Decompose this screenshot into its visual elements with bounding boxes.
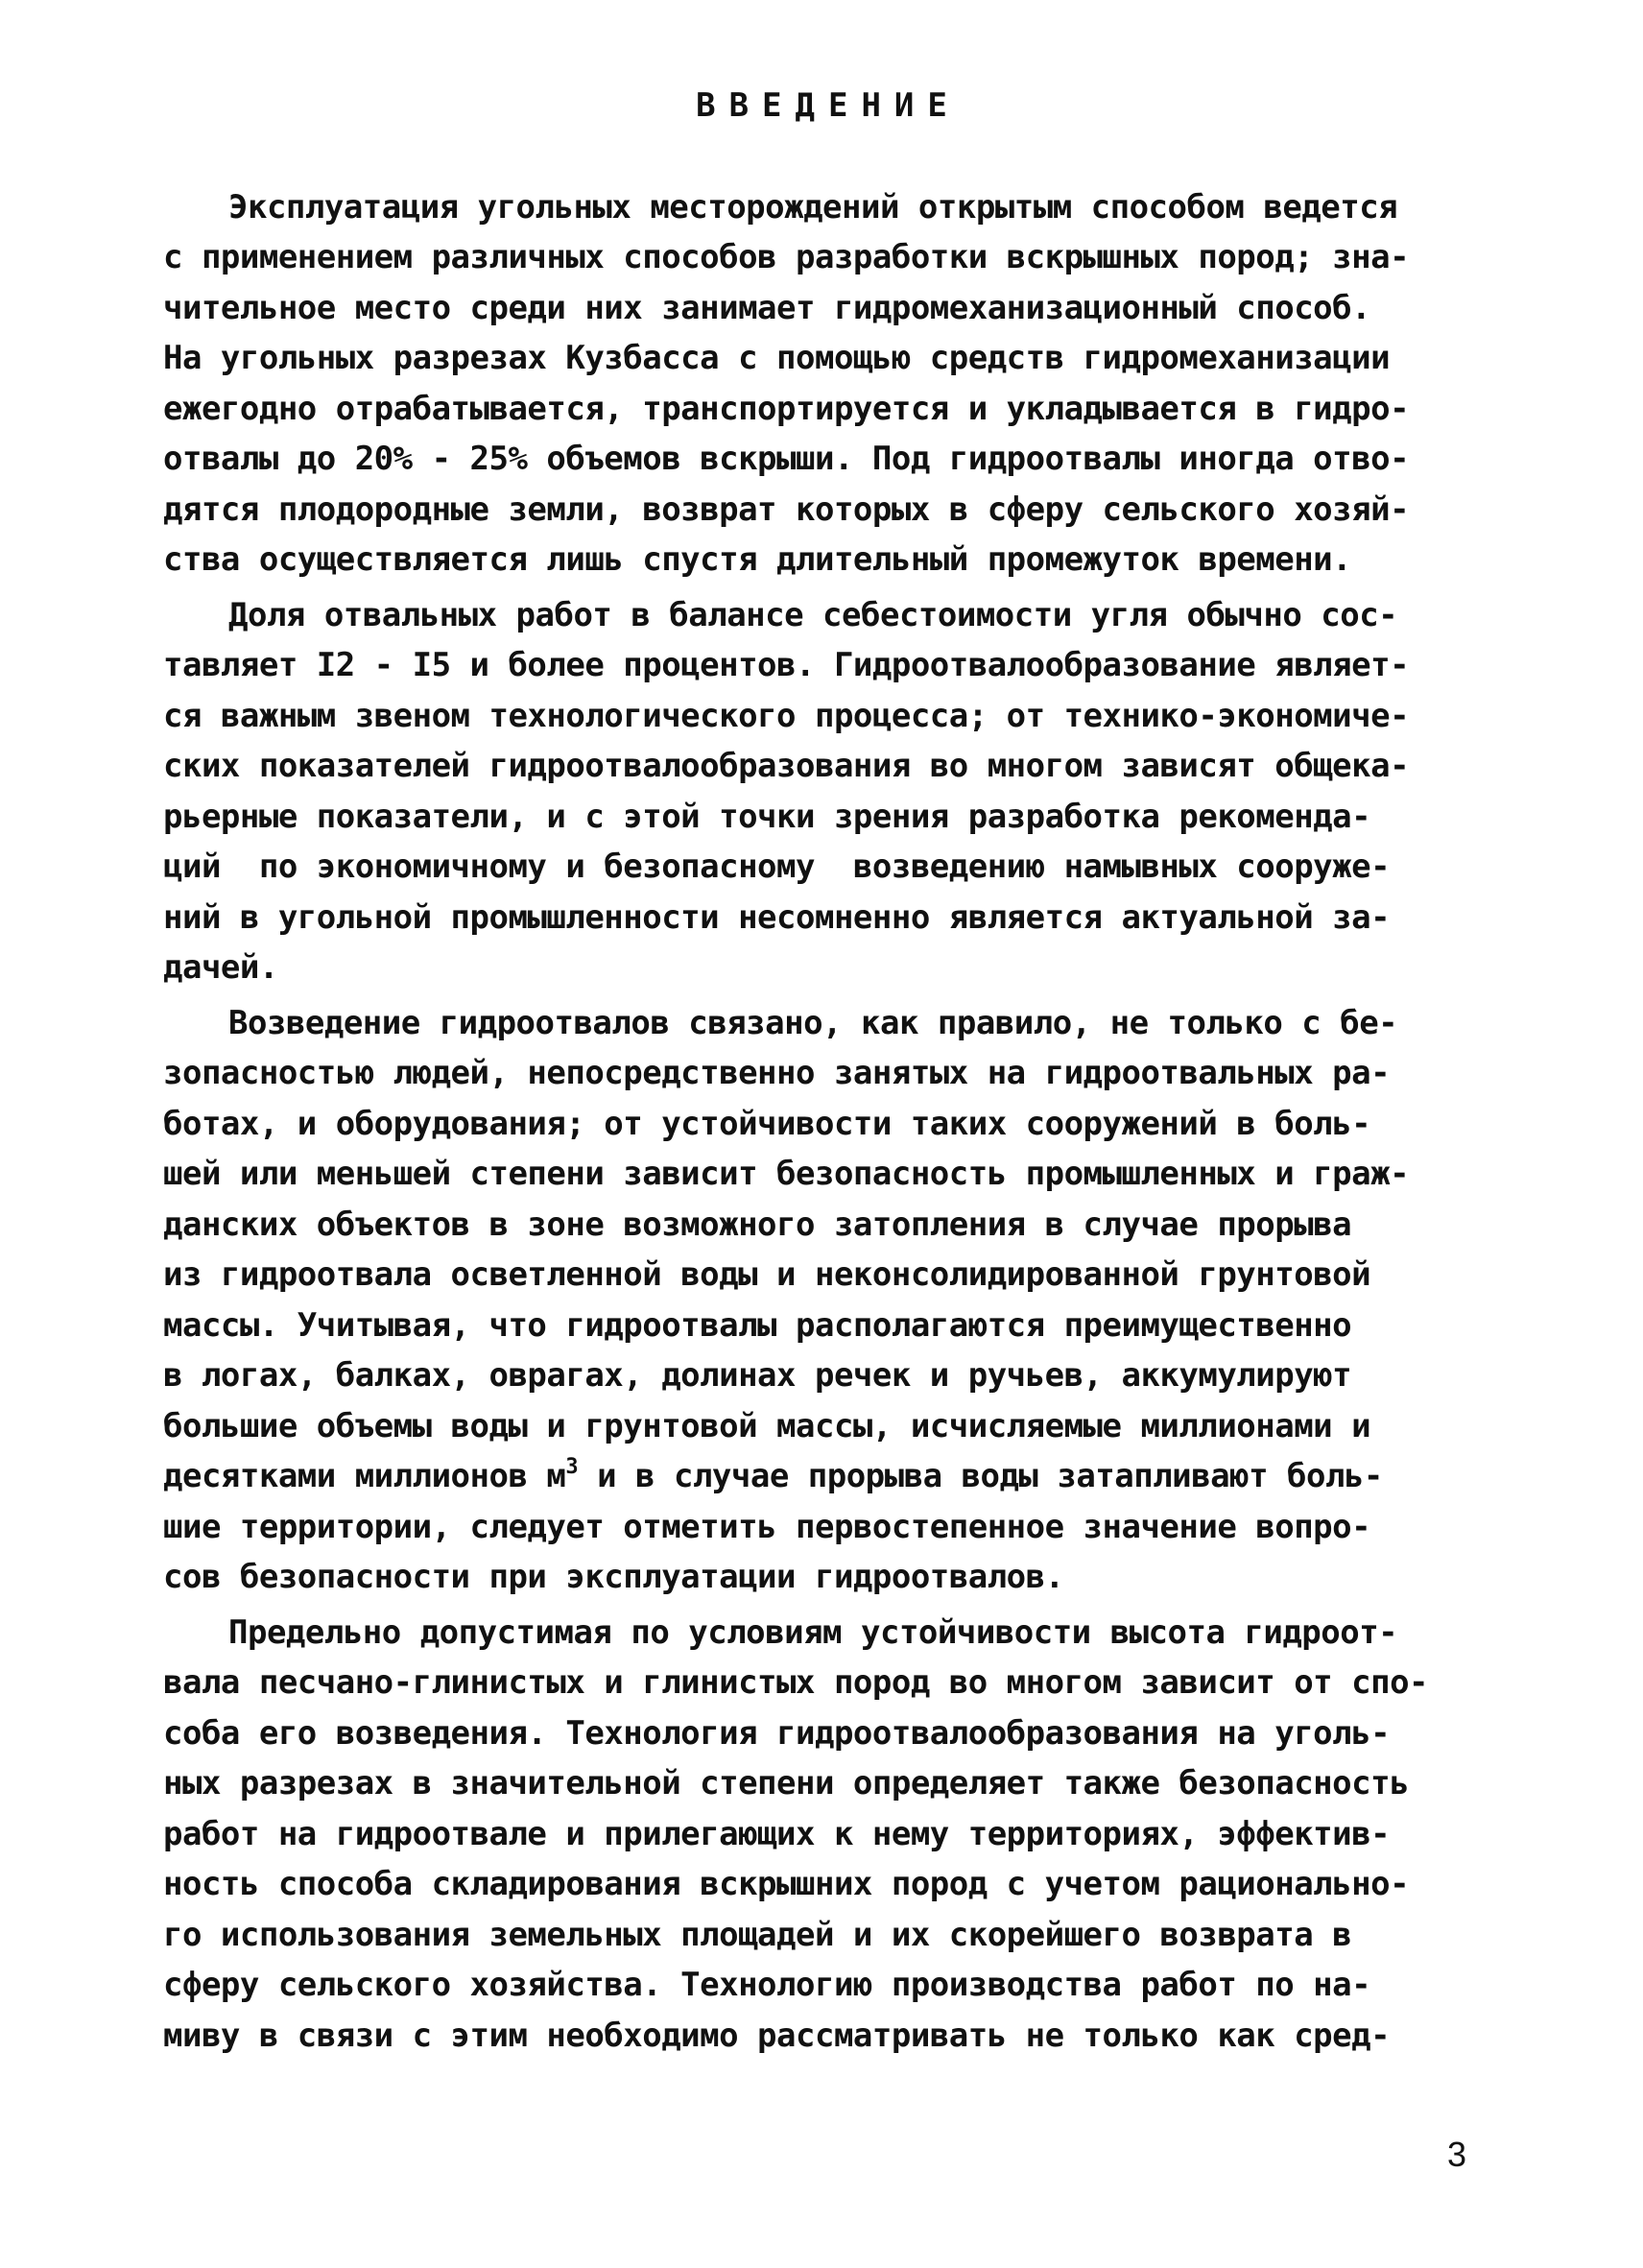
text-line: большие объемы воды и грунтовой массы, исчисляемые миллионами и xyxy=(163,1407,1371,1445)
text-line: Доля отвальных работ в балансе себестоимости угля обычно сос- xyxy=(228,596,1398,634)
text-line: шие территории, следует отметить первостепенное значение вопро- xyxy=(163,1508,1371,1546)
text-line: ся важным звеном технологического процесса; от технико-экономиче- xyxy=(163,697,1410,735)
text-line: миву в связи с этим необходимо рассматривать не только как сред- xyxy=(163,2017,1391,2055)
text-line: шей или меньшей степени зависит безопасность промышленных и граж- xyxy=(163,1155,1410,1193)
text-line: соба его возведения. Технология гидроотвалообразования на уголь- xyxy=(163,1714,1391,1753)
text-line xyxy=(163,1457,1383,1495)
text-line: отвалы до 20% - 25% объемов вскрыши. Под гидроотвалы иногда отво- xyxy=(163,440,1410,478)
text-line: ежегодно отрабатывается, транспортируется и укладывается в гидро- xyxy=(163,390,1410,428)
text-line: дятся плодородные земли, возврат которых в сферу сельского хозяй- xyxy=(163,490,1410,529)
text-line: ботах, и оборудования; от устойчивости таких сооружений в боль- xyxy=(163,1105,1371,1143)
text-line: сферу сельского хозяйства. Технологию производства работ по на- xyxy=(163,1966,1371,2004)
text-line: рьерные показатели, и с этой точки зрения разработка рекоменда- xyxy=(163,798,1371,836)
page-number: 3 xyxy=(1447,2135,1467,2174)
text-line: из гидроотвала осветленной воды и неконсолидированной грунтовой xyxy=(163,1255,1371,1294)
text-line: ций по экономичному и безопасному возведению намывных сооруже- xyxy=(163,848,1391,886)
text-line: ний в угольной промышленности несомненно является актуальной за- xyxy=(163,898,1391,937)
text-line: дачей. xyxy=(163,948,278,987)
text-line: ства осуществляется лишь спустя длительный промежуток времени. xyxy=(163,540,1352,579)
text-line: Возведение гидроотвалов связано, как правило, не только с бе- xyxy=(228,1004,1398,1042)
text-line: в логах, балках, оврагах, долинах речек и ручьев, аккумулируют xyxy=(163,1356,1352,1395)
page-title: ВВЕДЕНИЕ xyxy=(696,86,961,125)
text-line: чительное место среди них занимает гидромеханизационный способ. xyxy=(163,289,1371,327)
text-line: с применением различных способов разработки вскрышных пород; зна- xyxy=(163,238,1410,276)
text-line: На угольных разрезах Кузбасса с помощью средств гидромеханизации xyxy=(163,339,1391,377)
text-line: ских показателей гидроотвалообразования во многом зависят общека- xyxy=(163,747,1410,785)
text-line: Предельно допустимая по условиям устойчивости высота гидроот- xyxy=(228,1613,1398,1652)
text-line: зопасностью людей, непосредственно занятых на гидроотвальных ра- xyxy=(163,1054,1391,1092)
text-line: работ на гидроотвале и прилегающих к нему территориях, эффектив- xyxy=(163,1815,1391,1853)
text-line: Эксплуатация угольных месторождений открытым способом ведется xyxy=(228,188,1398,227)
text-line: данских объектов в зоне возможного затопления в случае прорыва xyxy=(163,1206,1352,1244)
text-line: массы. Учитывая, что гидроотвалы располагаются преимущественно xyxy=(163,1306,1352,1345)
text-line: тавляет I2 - I5 и более процентов. Гидроотвалообразование являет- xyxy=(163,646,1410,684)
text-line: сов безопасности при эксплуатации гидроотвалов. xyxy=(163,1558,1064,1596)
superscript: 3 xyxy=(565,1455,579,1479)
text-fragment: десятками миллионов м xyxy=(163,1457,566,1495)
text-line: вала песчано-глинистых и глинистых пород во многом зависит от спо- xyxy=(163,1663,1429,1702)
text-fragment: и в случае прорыва воды затапливают боль- xyxy=(578,1457,1383,1495)
text-line: ных разрезах в значительной степени определяет также безопасность xyxy=(163,1764,1410,1802)
text-line: го использования земельных площадей и их скорейшего возврата в xyxy=(163,1916,1352,1954)
text-line: ность способа складирования вскрышних пород с учетом рационально- xyxy=(163,1865,1410,1903)
